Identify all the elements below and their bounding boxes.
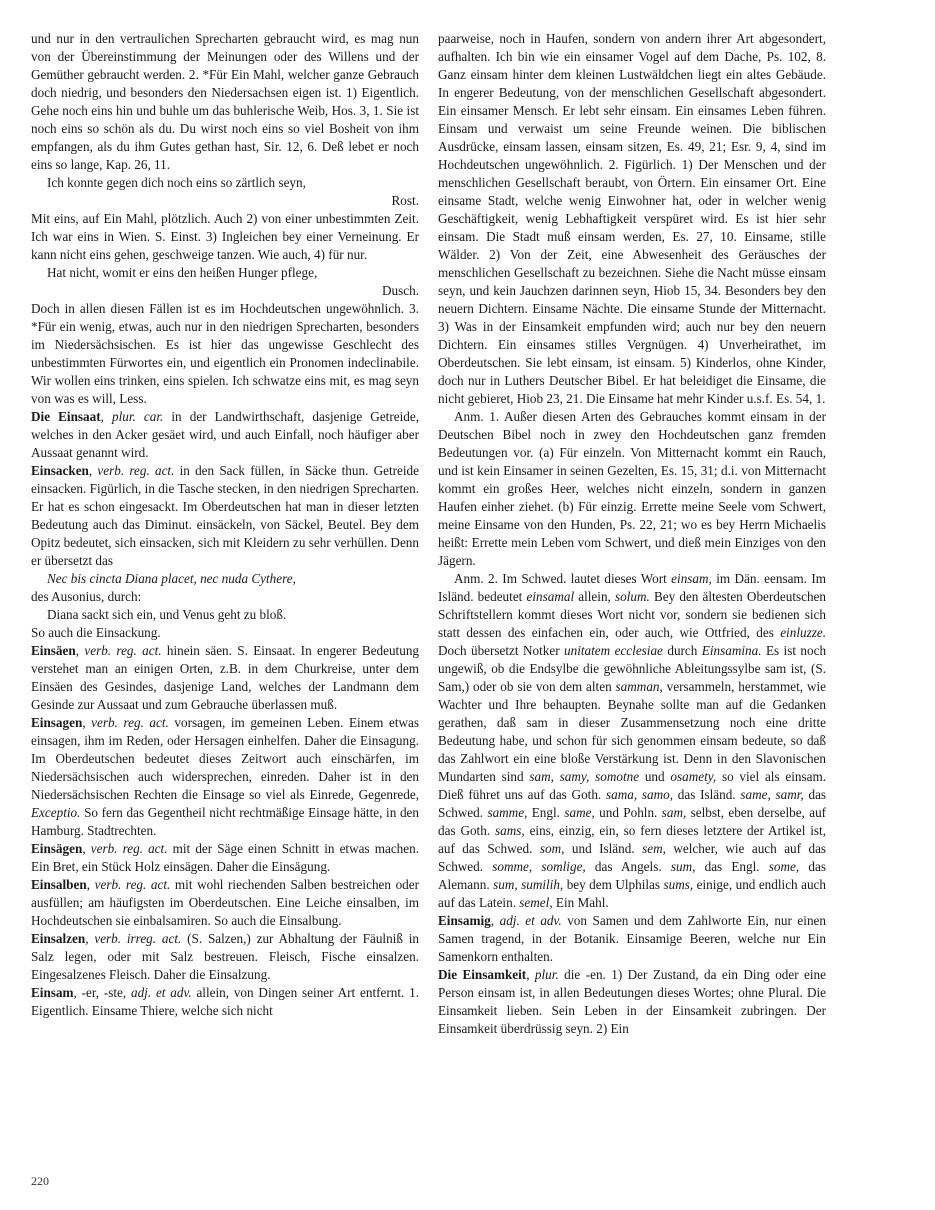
entry-einsaegen: Einsägen, verb. reg. act. mit der Säge einen Schnitt in etwas machen. Ein Bret, ein Stück Holz einsägen. Daher die Einsägung.	[31, 841, 420, 874]
note-anm-1: Anm. 1. Außer diesen Arten des Gebrauches kommt einsam in der Deutschen Bibel noch in zwey den Hochdeutschen ganz fremden Bedeutungen vor. (a) Für einzeln. Von Mitternacht kommt ein Rauch, und ist kein Einsamer in seinen Gezelten, Es. 15, 31; d.i. von Mitternacht kommt ein großes Heer, welches nicht einzeln, sondern in ganzen Haufen einher ziehet. (b) Für einzig. Errette meine Seele vom Schwert, meine Einsame von den Hunden, Ps. 22, 21; wo es bey Herrn Michaelis heißt: Errette mein Leben vom Schwert, und dieß mein Einziges von den Jägern.	[438, 409, 826, 568]
text: bey dem Ulphilas	[566, 877, 661, 892]
entry-einsacken: Einsacken, verb. reg. act. in den Sack füllen, in Säcke thun. Getreide einsacken. Figürlich, in die Tasche stecken, in den niedrigen Sprecharten. Er hat es schon eingesackt. Im Oberdeutschen hat man in dieser letzten Bedeutung auch das Diminut. einsäckeln, von Säckel, Beutel. Bey dem Opitz bedeutet, sich einsacken, sich mit Kleidern zu sehr verhüllen. Denn er übersetzt das	[31, 463, 420, 568]
foreign-word: sams,	[495, 823, 525, 838]
headword: Einsam	[31, 985, 74, 1000]
headword: Einsäen	[31, 643, 76, 658]
text: das Engl.	[704, 859, 760, 874]
definition: die -en. 1) Der Zustand, da ein Ding oder eine Person einsam ist, in allen Bedeutungen dieses Wortes; ohne Plural. Die Einsamkeit lieben. Sein Leben in der Einsamkeit zubringen. Der Einsamkeit überdrüssig seyn. 2) Ein	[438, 967, 826, 1036]
definition: (S. Salzen,) zur Abhaltung der Fäulniß in Salz legen, oder mit Salz bestreuen. Fleisch, Fische einsalzen. Eingesalzenes Fleisch. Daher die Einsalzung.	[31, 931, 420, 982]
left-column	[31, 30, 419, 1020]
headword: Einsalben	[31, 877, 87, 892]
paragraph: So auch die Einsackung.	[31, 625, 161, 640]
foreign-word: semel,	[519, 895, 553, 910]
entry-eins-continuation: und nur in den vertraulichen Sprecharten gebraucht wird, es mag nun von der Übereinstimmung der Meinungen oder des Willens und der Gemüther gebraucht werden. 2. *Für Ein Mahl, welcher ganze Gebrauch doch niedrig, und besonders den Niedersachsen eigen ist. 1) Eigentlich. Gehe noch eins hin und buhle um das buhlerische Weib, Hos. 3, 1. Sie ist noch eins so schön als du. Du wirst noch eins so viel Bosheit von ihm empfangen, als du ihm Gutes gethan hast, Sir. 12, 6. Deß lebet er noch eins so lange, Kap. 26, 11.	[31, 31, 419, 172]
foreign-word: same, samr,	[740, 787, 804, 802]
verse-quote: Ich konnte gegen dich noch eins so zärtlich seyn,	[47, 175, 306, 190]
headword: Einsamig	[438, 913, 491, 928]
paragraph: Mit eins, auf Ein Mahl, plötzlich. Auch 2) von einer unbestimmten Zeit. Ich war eins in Wien. S. Einst. 3) Ingleichen bey einer Verneinung. Er kann nicht eins gehen, geschweige tanzen. Wie auch, 4) für nur.	[31, 211, 419, 262]
text: Doch übersetzt Notker	[438, 643, 560, 658]
text: und	[644, 769, 665, 784]
foreign-word: sem,	[642, 841, 666, 856]
foreign-word: sam,	[661, 805, 687, 820]
text: durch	[667, 643, 698, 658]
text: Engl.	[531, 805, 560, 820]
foreign-word: sum, sumilih,	[493, 877, 564, 892]
text: welcher, wie auch auf das Schwed.	[438, 841, 827, 874]
text: das Isländ.	[677, 787, 736, 802]
right-column	[438, 30, 826, 1038]
text: und Isländ.	[571, 841, 635, 856]
foreign-word: samme,	[487, 805, 528, 820]
text: das Alemann.	[438, 859, 826, 892]
verse-quote: Diana sackt sich ein, und Venus geht zu bloß.	[47, 607, 287, 622]
grammar-label: adj. et adv.	[130, 985, 192, 1000]
foreign-word: sama, samo,	[605, 787, 674, 802]
text: versammeln, herstammet, wie Wachter und Ihre behaupten. Beynahe sollte man auf die Gedanken gerathen, daß sam in dieser Zusammensetzung noch eine dritte Bedeutung habe, und schon für sich genommen einsam bedeute, so daß das Zahlwort ein eine bloße Verstärkung ist. Denn in den Slavonischen Mundarten sind	[438, 679, 826, 784]
headword: Die Einsaat	[31, 409, 101, 424]
text: selbst, eben derselbe, auf das Goth.	[438, 805, 827, 838]
entry-einsamkeit: Die Einsamkeit, plur. die -en. 1) Der Zustand, da ein Ding oder eine Person einsam ist, in allen Bedeutungen dieses Wortes; ohne Plural. Die Einsamkeit lieben. Sein Leben in der Einsamkeit zubringen. Der Einsamkeit überdrüssig seyn. 2) Ein	[438, 967, 826, 1036]
latin-verse: Nec bis cincta Diana placet, nec nuda Cythere,	[47, 571, 296, 586]
entry-einsalben: Einsalben, verb. reg. act. mit wohl riechenden Salben bestreichen oder ausfüllen; am häufigsten im Oberdeutschen. Eine Leiche einsalben, im Hochdeutschen sie einbalsamiren. So auch die Einsalbung.	[31, 877, 420, 928]
foreign-word: sum,	[670, 859, 696, 874]
definition: in den Sack füllen, in Säcke thun. Getreide einsacken. Figürlich, in die Tasche stecken, in den niedrigen Sprecharten. Er hat es schon eingesackt. Im Oberdeutschen hat man in dieser letzten Bedeutung auch das Diminut. einsäckeln, von Säckel, Beutel. Bey dem Opitz bedeutet, sich einsacken, sich mit Kleidern zu sehr verhüllen. Denn er übersetzt das	[31, 463, 420, 568]
foreign-word: osamety,	[670, 769, 717, 784]
foreign-word: einsam,	[671, 571, 712, 586]
grammar-label: verb. irreg. act.	[94, 931, 182, 946]
entry-einsaeen: Einsäen, verb. reg. act. hinein säen. S. Einsaat. In engerer Bedeutung verstehet man an einigen Orten, z.B. in dem Churkreise, unter dem Einsäen des Gesindes, dasjenige Land, welches der Landmann dem Gesinde zur Aussaat und zum Gebrauche überlassen muß.	[31, 643, 420, 712]
entry-einsagen: Einsagen, verb. reg. act. vorsagen, im gemeinen Leben. Einem etwas einsagen, ihm im Reden, oder Hersagen einhelfen. Daher die Einsagung. Im Oberdeutschen bedeutet dieses Zeitwort auch einschärfen, im Niedersächsischen auch widersprechen, einreden. Daher ist in den Niedersächsischen Rechten die Einsage so viel als Einrede, Gegenrede, Exceptio. So fern das Gegentheil nicht rechtmäßige Einsage hätte, in den Hamburg. Stadtrechten.	[31, 715, 420, 838]
grammar-label: verb. reg. act.	[91, 715, 169, 730]
definition: So fern das Gegentheil nicht rechtmäßige Einsage hätte, in den Hamburg. Stadtrechten.	[31, 805, 420, 838]
text: allein,	[578, 589, 611, 604]
foreign-word: som,	[539, 841, 565, 856]
foreign-word: einsamal	[526, 589, 575, 604]
grammar-label: plur.	[534, 967, 559, 982]
entry-einsaat: Die Einsaat, plur. car. in der Landwirthschaft, dasjenige Getreide, welches in den Acker gesäet wird, und auch Einfall, noch häufiger aber Aussaat genannt wird.	[31, 409, 420, 460]
headword: Die Einsamkeit	[438, 967, 527, 982]
verse-quote: Hat nicht, womit er eins den heißen Hunger pflege,	[47, 265, 318, 280]
text: im Dän. eensam. Im Isländ. bedeutet	[438, 571, 827, 604]
foreign-word: unitatem ecclesiae	[564, 643, 663, 658]
text: so viel als einsam. Dieß führet uns auf das Goth.	[438, 769, 827, 802]
text: Anm. 2. Im Schwed. lautet dieses Wort	[454, 571, 667, 586]
foreign-word: sam, samy, somotne	[529, 769, 640, 784]
grammar-label: verb. reg. act.	[90, 841, 168, 856]
verse-author: Dusch.	[382, 283, 419, 298]
definition: von Samen und dem Zahlworte Ein, nur einen Samen tragend, in der Botanik. Einsamige Beeren, welche nur Ein Samenkorn enthalten.	[438, 913, 826, 964]
paragraph: des Ausonius, durch:	[31, 589, 142, 604]
foreign-word: solum.	[614, 589, 650, 604]
text: Bey den ältesten Oberdeutschen Schriftstellern kommt dieses Wort nicht vor, sondern sie bedienen sich statt dessen des einfachen ein, oder auch, wie Ottfried, des	[438, 589, 827, 640]
foreign-word: einluzze.	[780, 625, 826, 640]
definition: mit wohl riechenden Salben bestreichen oder ausfüllen; am häufigsten im Oberdeutschen. Eine Leiche einsalben, im Hochdeutschen sie einbalsamiren. So auch die Einsalbung.	[31, 877, 420, 928]
grammar-label: verb. reg. act.	[97, 463, 175, 478]
entry-einsalzen: Einsalzen, verb. irreg. act. (S. Salzen,) zur Abhaltung der Fäulniß in Salz legen, oder mit Salz bestreuen. Fleisch, Fische einsalzen. Eingesalzenes Fleisch. Daher die Einsalzung.	[31, 931, 420, 982]
text: eins, einzig, ein, so fern dieses letztere der Artikel ist, auf das Schwed.	[438, 823, 827, 856]
text: einige, und endlich auch auf das Latein.	[438, 877, 826, 910]
definition: mit der Säge einen Schnitt in etwas machen. Ein Bret, ein Stück Holz einsägen. Daher die Einsägung.	[31, 841, 420, 874]
text: Es ist noch ungewiß, ob die Endsylbe die gewöhnliche Ableitungssylbe sam ist, (S. Sam,) oder ob sie von dem alten	[438, 643, 827, 694]
grammar-label: verb. reg. act.	[84, 643, 162, 658]
verse-author: Rost.	[391, 193, 419, 208]
page-number: 220	[31, 1174, 49, 1188]
paragraph: Doch in allen diesen Fällen ist es im Hochdeutschen ungewöhnlich. 3. *Für ein wenig, etwas, auch nur in den niedrigen Sprecharten, besonders im Niedersächsischen. Es ist hier das ungewisse Geschlecht des unbestimmten Fürwortes ein, und eigentlich ein Pronomen indeclinabile. Wir wollen eins trinken, eins spielen. Ich schwatze eins mit, es mag seyn von was es will, Less.	[31, 301, 419, 406]
headword: Einsägen	[31, 841, 83, 856]
grammar-label: verb. reg. act.	[94, 877, 171, 892]
text: das Angels.	[594, 859, 662, 874]
definition: vorsagen, im gemeinen Leben. Einem etwas einsagen, ihm im Reden, oder Hersagen einhelfen. Daher die Einsagung. Im Oberdeutschen bedeutet dieses Zeitwort auch einschärfen, im Niedersächsischen auch widersprechen, einreden. Daher ist in den Niedersächsischen Rechten die Einsage so viel als Einrede, Gegenrede,	[31, 715, 419, 802]
grammar-label: adj. et adv.	[499, 913, 562, 928]
foreign-word: sums,	[663, 877, 694, 892]
text: Ein Mahl.	[555, 895, 609, 910]
headword: Einsagen	[31, 715, 83, 730]
text: das Schwed.	[438, 787, 827, 820]
foreign-word: somme, somlige,	[492, 859, 586, 874]
note-anm-2	[438, 570, 826, 912]
foreign-word: same,	[564, 805, 595, 820]
text: und Pohln.	[599, 805, 658, 820]
definition: hinein säen. S. Einsaat. In engerer Bedeutung verstehet man an einigen Orten, z.B. in dem Churkreise, unter dem Einsäen des Gesindes, dasjenige Land, welches der Landmann dem Gesinde zur Aussaat und zum Gebrauche überlassen muß.	[31, 643, 420, 712]
entry-einsam	[31, 984, 419, 1020]
entry-einsamig: Einsamig, adj. et adv. von Samen und dem Zahlworte Ein, nur einen Samen tragend, in der Botanik. Einsamige Beeren, welche nur Ein Samenkorn enthalten.	[438, 913, 826, 964]
definition: in der Landwirthschaft, dasjenige Getreide, welches in den Acker gesäet wird, und auch Einfall, noch häufiger aber Aussaat genannt wird.	[31, 409, 420, 460]
entry-einsam-continuation: paarweise, noch in Haufen, sondern von andern ihrer Art abgesondert, aufhalten. Ich bin wie ein einsamer Vogel auf dem Dache, Ps. 102, 8. Ganz einsam hinter dem kleinen Lustwäldchen liegt ein altes Gebäude. In engerer Bedeutung, von der menschlichen Gesellschaft abgesondert. Ein einsamer Mensch. Er lebt sehr einsam. Ein einsames Leben führen. Einsam und verwaist um seine Freunde weinen. Die biblischen Ausdrücke, einsam lassen, einsam sitzen, Es. 49, 21; Esr. 9, 4, sind im Hochdeutschen ungewöhnlich. 2. Figürlich. 1) Der Menschen und der menschlichen Gesellschaft beraubt, von Örtern. Ein einsamer Ort. Eine einsame Stadt, welche wenig Einwohner hat, oder in welcher wenig Geschäftigkeit, wenig Lebhaftigkeit verspüret wird. Es ist hier sehr einsam. Die Stadt muß einsam werden, Es. 27, 10. Einsame, stille Wälder. 2) Von der Zeit, eine Abwesenheit des Geräusches der menschlichen Gesellschaft zu bezeichnen. Siehe die Nacht müsse einsam seyn, und kein Jauchzen darinnen seyn, Hiob 15, 34. Besonders bey den neuern Dichtern. Einsame Nächte. Die einsame Stunde der Mitternacht. 3) Was in der Einsamkeit empfunden wird; auch nur bey den neuern Dichtern. Ein einsames stilles Vergnügen. 4) Unverheirathet, im Oberdeutschen. Sie lebt einsam, ist einsam. 5) Kinderlos, ohne Kinder, doch nur in Luthers Deutscher Bibel. Er hat beleidiget die Einsame, die nicht gebieret, Hiob 23, 21. Die Einsame hat mehr Kinder u.s.f. Es. 54, 1.	[438, 31, 826, 406]
grammar-label: plur. car.	[112, 409, 164, 424]
foreign-word: samman,	[615, 679, 663, 694]
inflection: , -er, -ste,	[73, 985, 127, 1000]
foreign-word: Einsamina.	[701, 643, 762, 658]
foreign-word: some,	[768, 859, 800, 874]
latin-term: Exceptio.	[31, 805, 81, 820]
headword: Einsalzen	[31, 931, 86, 946]
definition: allein, von Dingen seiner Art entfernt. 1. Eigentlich. Einsame Thiere, welche sich nicht	[31, 985, 419, 1018]
headword: Einsacken	[31, 463, 89, 478]
